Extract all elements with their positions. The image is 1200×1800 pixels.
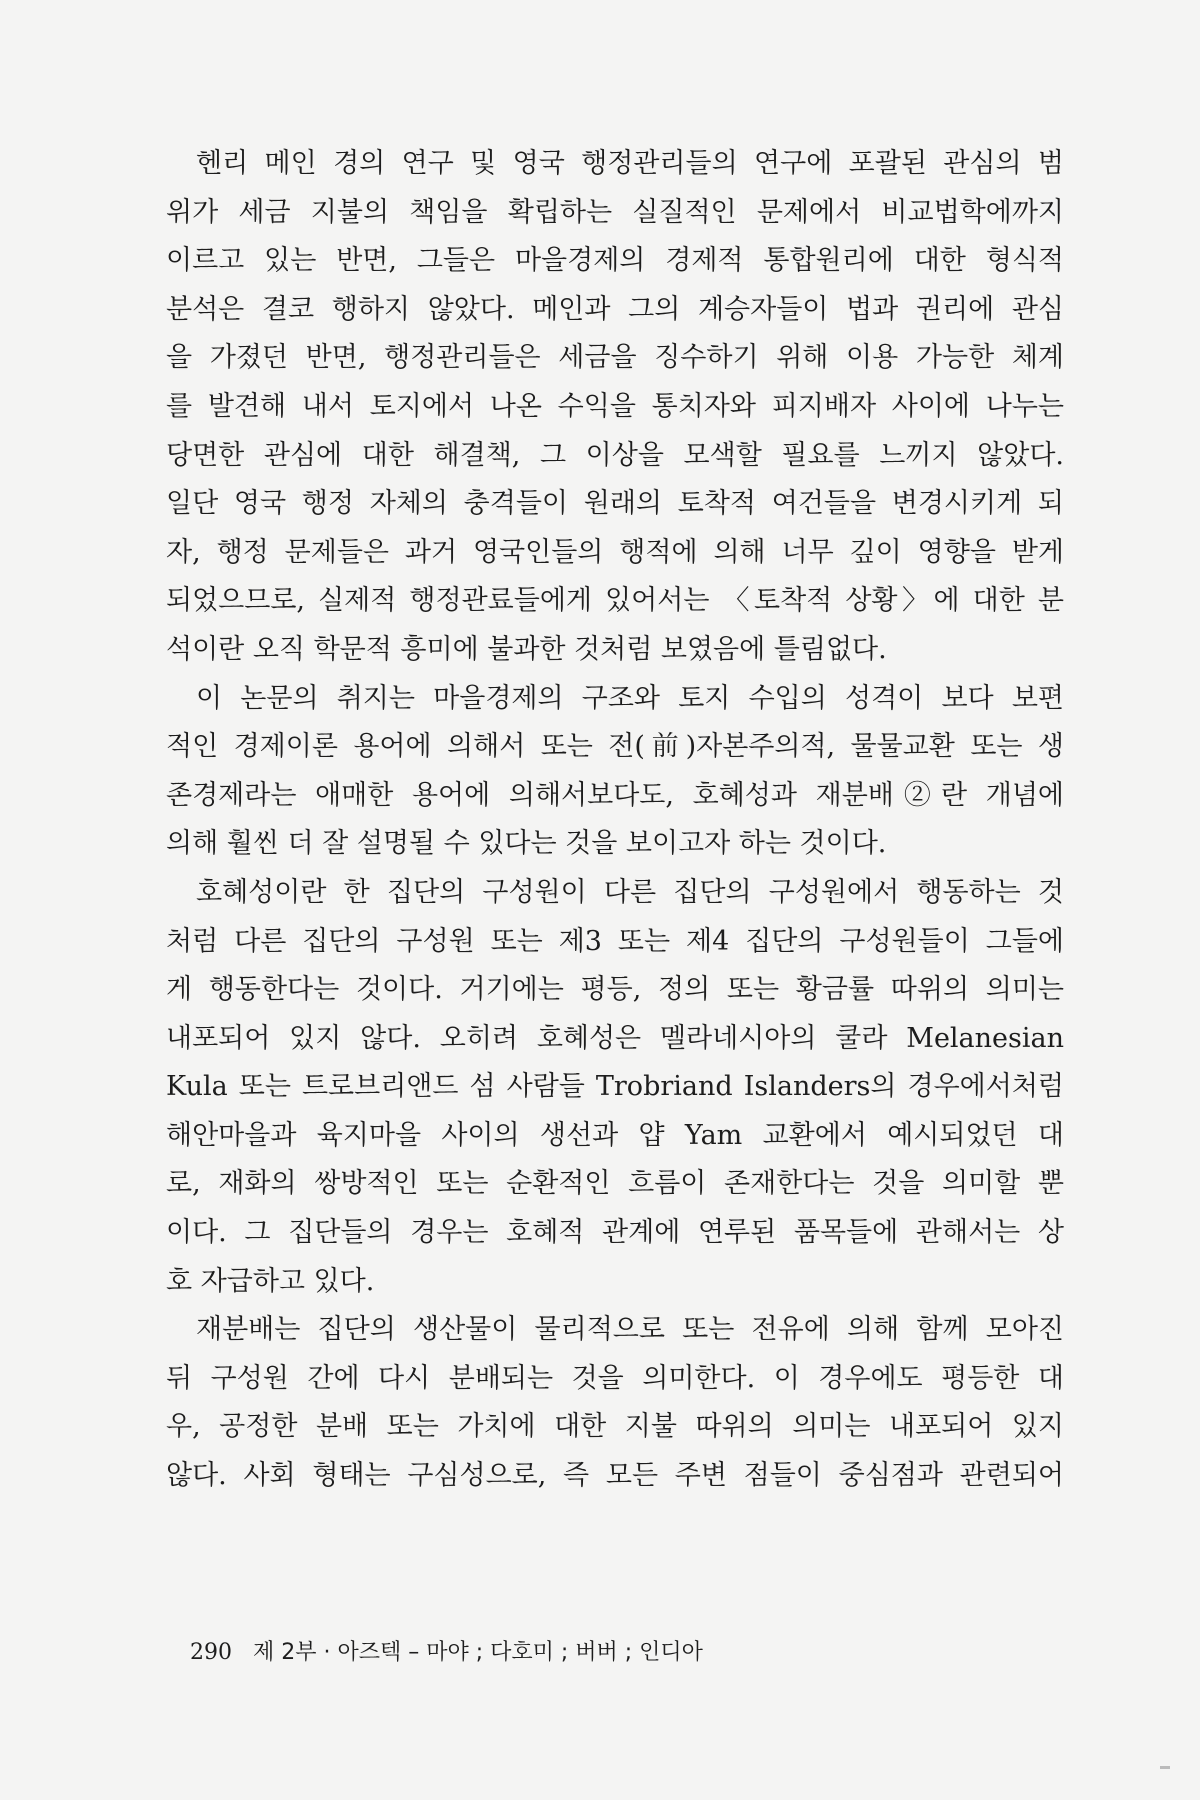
text-line: 의해 훨씬 더 잘 설명될 수 있다는 것을 보이고자 하는 것이다. — [166, 828, 887, 860]
text-line: 적인 경제이론 용어에 의해서 또는 전(前)자본주의적, 물물교환 또는 생 — [166, 731, 1064, 763]
text-line: 않다. 사회 형태는 구심성으로, 즉 모든 주변 점들이 중심점과 관련되어 — [166, 1460, 1064, 1492]
text-line: 로, 재화의 쌍방적인 또는 순환적인 흐름이 존재한다는 것을 의미할 뿐 — [166, 1168, 1064, 1200]
text-line: 이 논문의 취지는 마을경제의 구조와 토지 수입의 성격이 보다 보편 — [196, 682, 1064, 714]
text-line: 을 가졌던 반면, 행정관리들은 세금을 징수하기 위해 이용 가능한 체계 — [166, 342, 1064, 374]
paragraph — [166, 140, 1064, 675]
text-line: 석이란 오직 학문적 흥미에 불과한 것처럼 보였음에 틀림없다. — [166, 633, 887, 665]
paragraph — [166, 869, 1064, 1306]
text-line: 처럼 다른 집단의 구성원 또는 제3 또는 제4 집단의 구성원들이 그들에 — [166, 925, 1064, 957]
text-line: 이르고 있는 반면, 그들은 마을경제의 경제적 통합원리에 대한 형식적 — [166, 245, 1064, 277]
text-line: 호 자급하고 있다. — [166, 1265, 375, 1297]
page-footer — [190, 1635, 703, 1666]
text-line: 내포되어 있지 않다. 오히려 호혜성은 멜라네시아의 쿨라 Melanesian — [166, 1022, 1064, 1054]
text-line: 호혜성이란 한 집단의 구성원이 다른 집단의 구성원에서 행동하는 것 — [196, 876, 1064, 908]
text-line: 우, 공정한 분배 또는 가치에 대한 지불 따위의 의미는 내포되어 있지 — [166, 1411, 1064, 1443]
text-line: 재분배는 집단의 생산물이 물리적으로 또는 전유에 의해 함께 모아진 — [196, 1314, 1064, 1346]
paragraph — [166, 675, 1064, 869]
page-number: 290 — [190, 1640, 232, 1665]
text-line: 당면한 관심에 대한 해결책, 그 이상을 모색할 필요를 느끼지 않았다. — [166, 439, 1064, 471]
scan-mark — [1160, 1766, 1170, 1769]
text-line: 존경제라는 애매한 용어에 의해서보다도, 호혜성과 재분배②란 개념에 — [166, 779, 1064, 811]
text-line: 해안마을과 육지마을 사이의 생선과 얍 Yam 교환에서 예시되었던 대 — [166, 1119, 1064, 1151]
text-line: 위가 세금 지불의 책임을 확립하는 실질적인 문제에서 비교법학에까지 — [166, 196, 1064, 228]
text-line: 일단 영국 행정 자체의 충격들이 원래의 토착적 여건들을 변경시키게 되 — [166, 488, 1064, 520]
text-line: 를 발견해 내서 토지에서 나온 수익을 통치자와 피지배자 사이에 나누는 — [166, 390, 1064, 422]
text-line: 되었으므로, 실제적 행정관료들에게 있어서는 〈토착적 상황〉에 대한 분 — [166, 585, 1064, 617]
body-text — [166, 140, 1064, 1501]
text-line: Kula 또는 트로브리앤드 섬 사람들 Trobriand Islanders의 경우에서처럼 — [166, 1071, 1064, 1103]
text-line: 헨리 메인 경의 연구 및 영국 행정관리들의 연구에 포괄된 관심의 범 — [196, 148, 1064, 179]
text-line: 이다. 그 집단들의 경우는 호혜적 관계에 연루된 품목들에 관해서는 상 — [166, 1217, 1064, 1249]
text-line: 뒤 구성원 간에 다시 분배되는 것을 의미한다. 이 경우에도 평등한 대 — [166, 1362, 1064, 1394]
paragraph — [166, 1306, 1064, 1500]
text-line: 자, 행정 문제들은 과거 영국인들의 행적에 의해 너무 깊이 영향을 받게 — [166, 536, 1064, 568]
text-line: 게 행동한다는 것이다. 거기에는 평등, 정의 또는 황금률 따위의 의미는 — [166, 974, 1064, 1006]
text-line: 분석은 결코 행하지 않았다. 메인과 그의 계승자들이 법과 권리에 관심 — [166, 293, 1064, 325]
running-head: 제 2부 · 아즈텍 – 마야 ; 다호미 ; 버버 ; 인디아 — [253, 1640, 703, 1665]
